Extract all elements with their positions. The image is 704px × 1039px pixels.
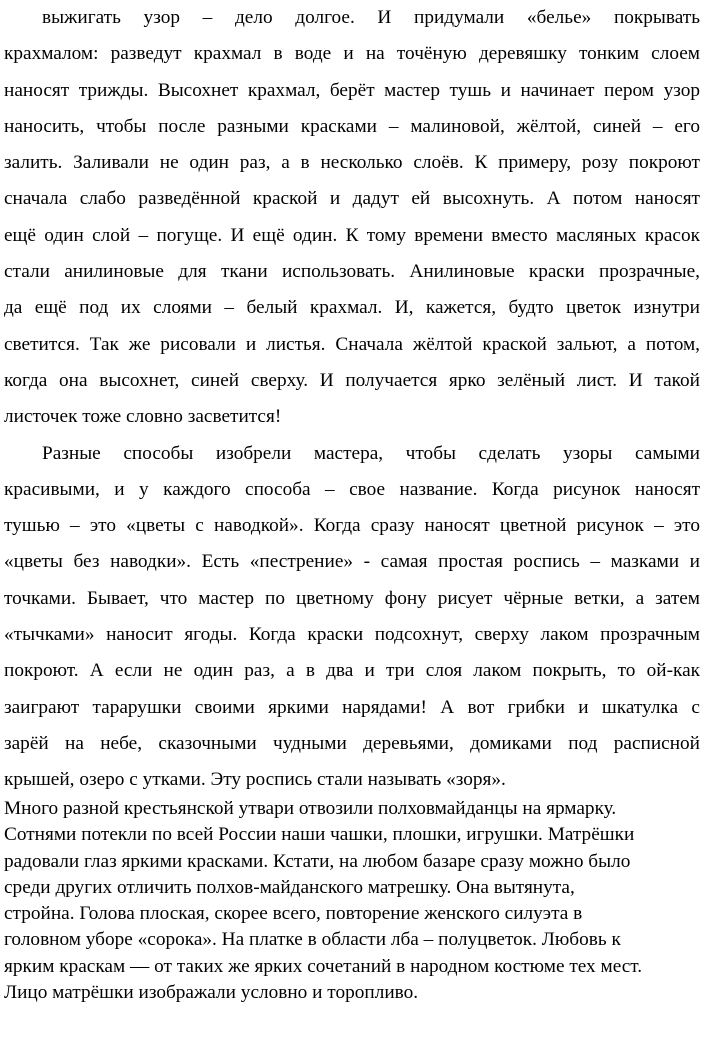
text-line: зарёй на небе, сказочными чудными деревьями, домиками под расписной — [4, 732, 700, 754]
text-line: «тычками» наносит ягоды. Когда краски подсохнут, сверху лаком прозрачным — [4, 624, 700, 646]
text-block-upper — [4, 0, 700, 799]
paragraph — [4, 0, 700, 436]
text-line: крышей, озеро с утками. Эту роспись стали называть «зоря». — [4, 769, 506, 791]
text-line: да ещё под их слоями – белый крахмал. И, кажется, будто цветок изнутри — [4, 297, 700, 319]
text-block-lower — [4, 796, 700, 1006]
text-line: красивыми, и у каждого способа – свое название. Когда рисунок наносят — [4, 478, 700, 500]
text-line: Сотнями потекли по всей России наши чашки, плошки, игрушки. Матрёшки — [4, 824, 635, 846]
text-line: листочек тоже словно засветится! — [4, 406, 282, 428]
text-line: светится. Так же рисовали и листья. Сначала жёлтой краской зальют, а потом, — [4, 333, 700, 355]
text-line: залить. Заливали не один раз, а в несколько слоёв. К примеру, розу покроют — [4, 152, 700, 174]
text-line: ярким краскам — от таких же ярких сочетаний в народном костюме тех мест. — [4, 955, 643, 977]
text-line: тушью – это «цветы с наводкой». Когда сразу наносят цветной рисунок – это — [4, 515, 700, 537]
text-line: головном уборе «сорока». На платке в области лба – полуцветок. Любовь к — [4, 929, 621, 951]
text-line: покроют. А если не один раз, а в два и три слоя лаком покрыть, то ой-как — [4, 660, 700, 682]
text-line: крахмалом: разведут крахмал в воде и на точёную деревяшку тонким слоем — [4, 43, 700, 65]
text-line: «цветы без наводки». Есть «пестрение» - самая простая роспись – мазками и — [4, 551, 700, 573]
text-line: точками. Бывает, что мастер по цветному фону рисует чёрные ветки, а затем — [4, 587, 700, 609]
text-line: когда она высохнет, синей сверху. И получается ярко зелёный лист. И такой — [4, 369, 700, 391]
text-line: стройна. Голова плоская, скорее всего, повторение женского силуэта в — [4, 903, 583, 925]
text-line: наносить, чтобы после разными красками – малиновой, жёлтой, синей – его — [4, 115, 700, 137]
paragraph — [4, 796, 700, 1006]
text-line: радовали глаз яркими красками. Кстати, на любом базаре сразу можно было — [4, 850, 631, 872]
text-line: среди других отличить полхов-майданского матрешку. Она вытянута, — [4, 876, 575, 898]
text-line: стали анилиновые для ткани использовать. Анилиновые краски прозрачные, — [4, 261, 700, 283]
text-line: наносят трижды. Высохнет крахмал, берёт мастер тушь и начинает пером узор — [4, 79, 700, 101]
text-line: сначала слабо разведённой краской и дадут ей высохнуть. А потом наносят — [4, 188, 700, 210]
text-line: Разные способы изобрели мастера, чтобы сделать узоры самыми — [42, 442, 700, 464]
paragraph — [4, 436, 700, 799]
text-line: ещё один слой – погуще. И ещё один. К тому времени вместо масляных красок — [4, 224, 700, 246]
text-line: выжигать узор – дело долгое. И придумали «белье» покрывать — [42, 7, 700, 28]
text-line: Лицо матрёшки изображали условно и торопливо. — [4, 982, 419, 1004]
text-line: заиграют тарарушки своими яркими нарядами! А вот грибки и шкатулка с — [4, 696, 700, 718]
text-line: Много разной крестьянской утвари отвозили полховмайданцы на ярмарку. — [4, 798, 617, 819]
